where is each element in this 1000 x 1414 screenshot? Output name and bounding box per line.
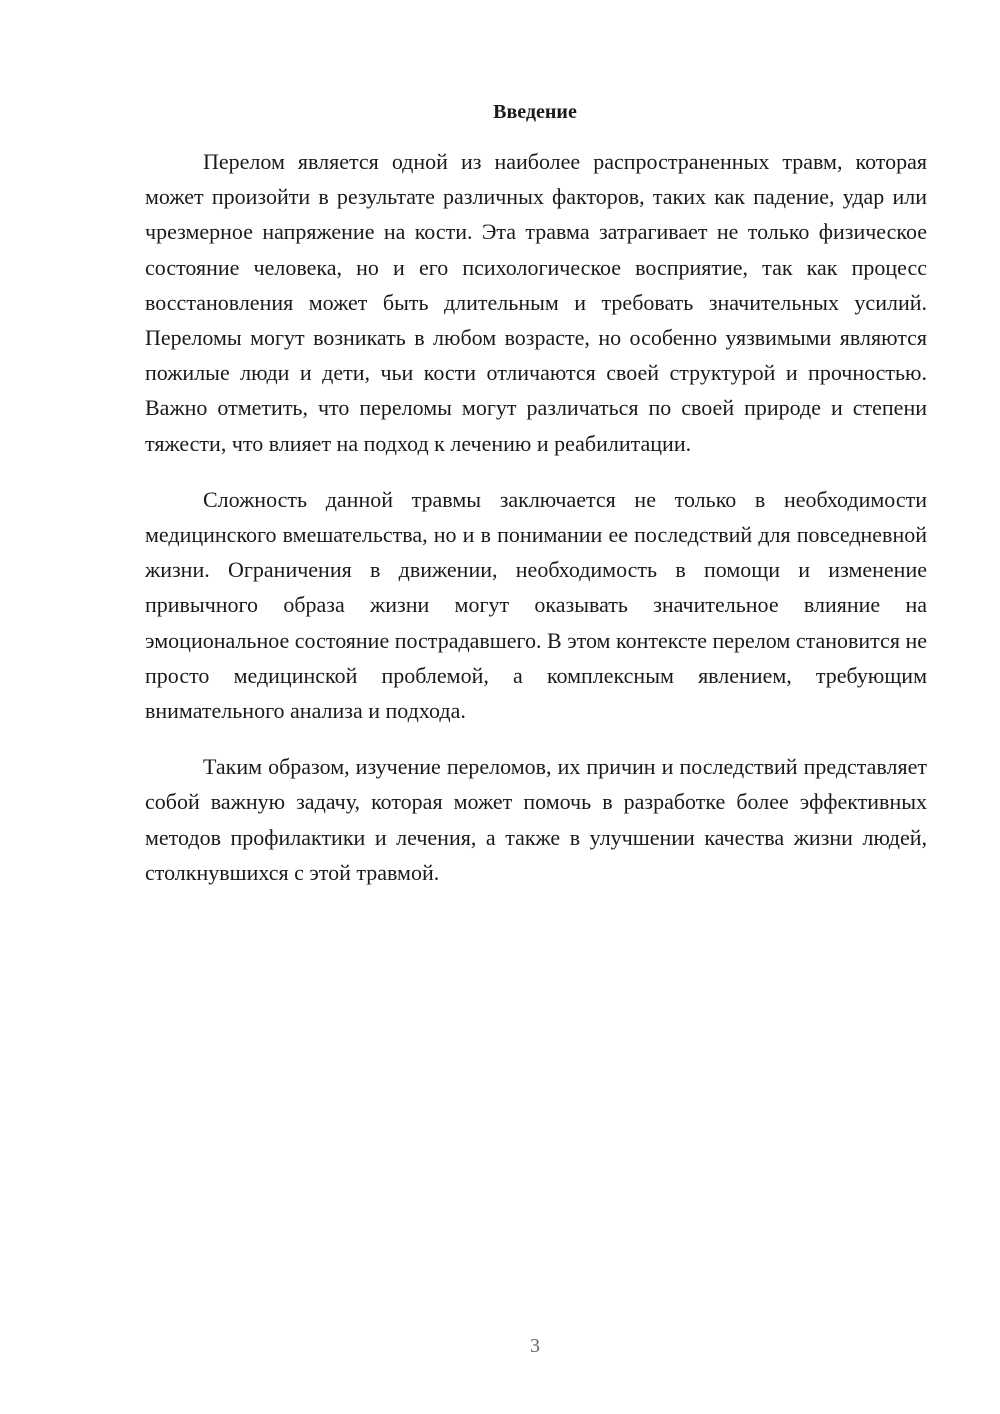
body-text xyxy=(145,144,927,911)
paragraph-3: Таким образом, изучение переломов, их причин и последствий представляет собой важную задачу, которая может помочь в разработке более эффективных методов профилактики и лечения, а также в улучшении качества жизни людей, столкнувшихся с этой травмой. xyxy=(145,754,927,885)
section-title: Введение xyxy=(493,101,577,123)
paragraph-2: Сложность данной травмы заключается не только в необходимости медицинского вмешательства, но и в понимании ее последствий для повседневной жизни. Ограничения в движении, необходимость в помощи и изменение привычного образа жизни могут оказывать значительное влияние на эмоциональное состояние пострадавшего. В этом контексте перелом становится не просто медицинской проблемой, а комплексным явлением, требующим внимательного анализа и подхода. xyxy=(145,486,927,724)
paragraph-1: Перелом является одной из наиболее распространенных травм, которая может произойти в результате различных факторов, таких как падение, удар или чрезмерное напряжение на кости. Эта травма затрагивает не только физическое состояние человека, но и его психологическое восприятие, так как процесс восстановления может быть длительным и требовать значительных усилий. Переломы могут возникать в любом возрасте, но особенно уязвимыми являются пожилые люди и дети, чьи кости отличаются своей структурой и прочностью. Важно отметить, что переломы могут различаться по своей природе и степени тяжести, что влияет на подход к лечению и реабилитации. xyxy=(145,149,927,456)
page-number: 3 xyxy=(530,1335,540,1357)
